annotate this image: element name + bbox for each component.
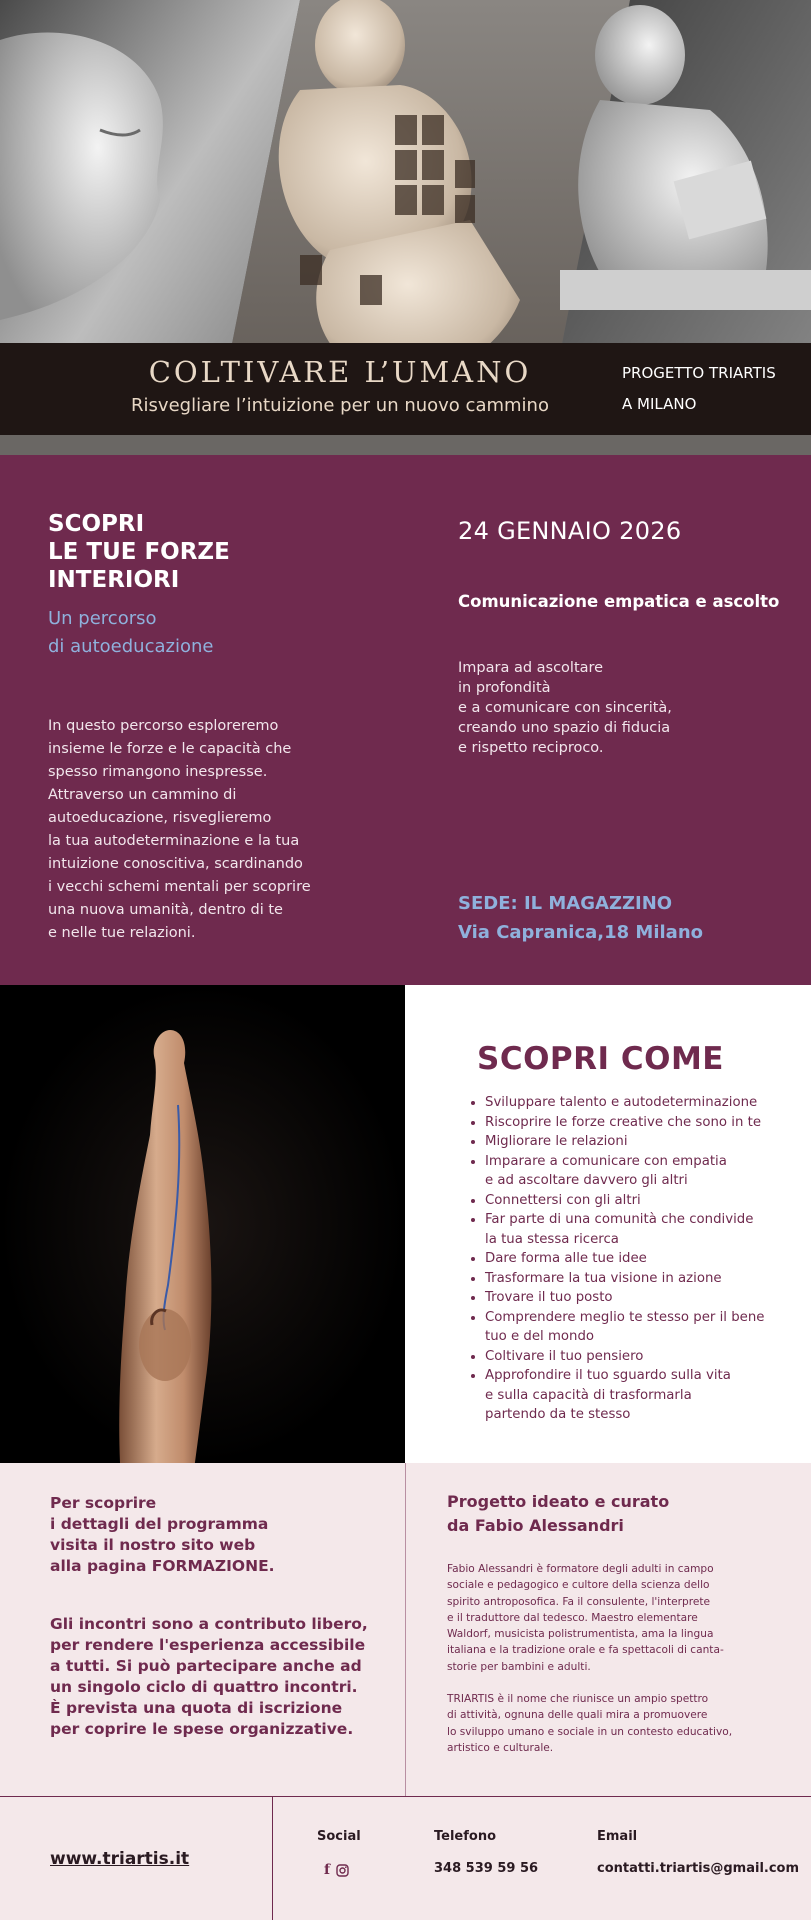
list-item-line: • Comprendere meglio te stesso per il bene: [485, 1309, 765, 1325]
list-item-line: • Trovare il tuo posto: [485, 1290, 613, 1305]
venue: [458, 889, 703, 947]
list-item: [485, 1113, 805, 1133]
list-item: [485, 1347, 805, 1367]
headline-line: SCOPRI: [48, 511, 145, 537]
wooden-statue-image: [0, 985, 405, 1463]
bio-line: spirito antroposofica. Fa il consulente, l'interprete: [447, 1595, 711, 1608]
credit-line: da Fabio Alessandri: [447, 1516, 624, 1535]
project-credit: [447, 1490, 669, 1538]
project-label: [622, 358, 811, 420]
list-item-line: e ad ascoltare davvero gli altri: [485, 1173, 688, 1188]
program-line: i dettagli del programma: [50, 1515, 269, 1533]
description-line: In questo percorso esploreremo: [48, 718, 279, 734]
list-item-line: e sulla capacità di trasformarla: [485, 1387, 692, 1403]
list-item-line: partendo da te stesso: [485, 1407, 631, 1422]
list-item: [485, 1249, 805, 1269]
triartis-line: TRIARTIS è il nome che riunisce un ampio spettro: [447, 1693, 709, 1706]
list-item: [485, 1308, 805, 1347]
discover-title: SCOPRI COME: [477, 1041, 724, 1077]
subheadline: [48, 605, 348, 661]
list-item: [485, 1210, 805, 1249]
list-item: [485, 1366, 805, 1425]
project-label-line1: PROGETTO TRIARTIS: [622, 364, 776, 382]
benefits-list: [465, 1093, 805, 1425]
list-item-line: • Imparare a comunicare con empatia: [485, 1153, 727, 1169]
program-line: Per scoprire: [50, 1494, 157, 1512]
headline-line: LE TUE FORZE: [48, 539, 230, 565]
list-item-line: • Sviluppare talento e autodeterminazione: [485, 1095, 758, 1110]
topic-line: creando uno spazio di fiducia: [458, 720, 671, 736]
list-item: [485, 1288, 805, 1308]
venue-address: Via Capranica,18 Milano: [458, 922, 703, 943]
bio-line: Fabio Alessandri è formatore degli adulti in campo: [447, 1563, 714, 1575]
list-item-line: la tua stessa ricerca: [485, 1231, 619, 1247]
website-link[interactable]: www.triartis.it: [50, 1849, 190, 1869]
venue-name: SEDE: IL MAGAZZINO: [458, 893, 673, 914]
list-item-line: • Dare forma alle tue idee: [485, 1251, 647, 1266]
statue-photo: [0, 985, 405, 1463]
contribution-line: un singolo ciclo di quattro incontri.: [50, 1678, 358, 1696]
info-section: [0, 455, 811, 985]
event-subtitle: Risvegliare l’intuizione per un nuovo cammino: [131, 395, 549, 416]
hero-banner: [0, 0, 811, 455]
list-item-line: • Far parte di una comunità che condivide: [485, 1212, 754, 1227]
triartis-line: lo sviluppo umano e sociale in un contesto educativo,: [447, 1725, 733, 1738]
bio-line: sociale e pedagogico e cultore della scienza dello: [447, 1579, 710, 1592]
social-icons: [324, 1862, 349, 1878]
description-line: autoeducazione, risveglieremo: [48, 810, 272, 826]
program-info: [50, 1493, 380, 1577]
email-label: Email: [597, 1829, 638, 1844]
description-line: Attraverso un cammino di: [48, 787, 237, 803]
event-title: COLTIVARE L’UMANO: [148, 355, 532, 389]
details-section: [0, 1463, 811, 1796]
column-divider: [405, 1463, 406, 1796]
phone-label: Telefono: [434, 1829, 497, 1844]
description-line: i vecchi schemi mentali per scoprire: [48, 879, 311, 895]
description-line: spesso rimangono inespresse.: [48, 764, 268, 780]
list-item-line: • Trasformare la tua visione in azione: [485, 1270, 722, 1286]
bio-line: e il traduttore dal tedesco. Maestro elementare: [447, 1611, 698, 1624]
list-item-line: • Migliorare le relazioni: [485, 1134, 628, 1149]
subheadline-line: Un percorso: [48, 608, 157, 629]
list-item-line: • Connettersi con gli altri: [485, 1192, 641, 1208]
author-bio: [447, 1561, 787, 1756]
event-topic: Comunicazione empatica e ascolto: [458, 592, 780, 611]
bio-line: Waldorf, musicista polistrumentista, ama la lingua: [447, 1628, 714, 1641]
list-item-line: • Riscoprire le forze creative che sono in te: [485, 1114, 762, 1130]
headline-line: INTERIORI: [48, 567, 180, 593]
topic-line: e a comunicare con sincerità,: [458, 700, 672, 716]
instagram-icon[interactable]: [336, 1864, 349, 1877]
description-line: una nuova umanità, dentro di te: [48, 902, 283, 918]
headline: [48, 510, 348, 594]
phone-number[interactable]: 348 539 59 56: [434, 1861, 539, 1876]
bio-spacer: [447, 1675, 787, 1691]
event-date: 24 GENNAIO 2026: [458, 517, 682, 545]
bio-line: italiana e la tradizione orale e fa spettacoli di canta-: [447, 1644, 724, 1657]
program-line: visita il nostro sito web: [50, 1536, 256, 1554]
footer: [0, 1796, 811, 1919]
subheadline-line: di autoeducazione: [48, 636, 214, 657]
contribution-info: [50, 1614, 390, 1740]
contribution-line: per rendere l'esperienza accessibile: [50, 1636, 366, 1654]
triartis-line: artistico e culturale.: [447, 1741, 554, 1754]
project-label-line2: A MILANO: [622, 395, 697, 413]
list-item: [485, 1132, 805, 1152]
discover-panel: [405, 985, 811, 1463]
topic-line: Impara ad ascoltare: [458, 660, 604, 676]
email-address[interactable]: contatti.triartis@gmail.com: [597, 1861, 800, 1876]
list-item: [485, 1152, 805, 1191]
list-item-line: • Approfondire il tuo sguardo sulla vita: [485, 1368, 731, 1383]
list-item: [485, 1269, 805, 1289]
list-item: [485, 1093, 805, 1113]
contribution-line: Gli incontri sono a contributo libero,: [50, 1615, 368, 1633]
list-item-line: • Coltivare il tuo pensiero: [485, 1348, 644, 1364]
contribution-line: a tutti. Si può partecipare anche ad: [50, 1657, 362, 1675]
description-line: intuizione conoscitiva, scardinando: [48, 856, 303, 872]
bio-line: storie per bambini e adulti.: [447, 1660, 591, 1673]
description-line: insieme le forze e le capacità che: [48, 741, 292, 757]
social-label: Social: [317, 1829, 361, 1844]
footer-divider: [272, 1797, 273, 1920]
contribution-line: per coprire le spese organizzative.: [50, 1720, 354, 1738]
facebook-icon[interactable]: f: [324, 1862, 331, 1878]
description-line: la tua autodeterminazione e la tua: [48, 833, 300, 849]
triartis-line: di attività, ognuna delle quali mira a promuovere: [447, 1709, 708, 1722]
list-item: [485, 1191, 805, 1211]
credit-line: Progetto ideato e curato: [447, 1492, 670, 1511]
topic-line: in profondità: [458, 680, 551, 696]
list-item-line: tuo e del mondo: [485, 1329, 595, 1344]
title-banner: [0, 343, 811, 435]
topic-description: [458, 658, 778, 758]
topic-line: e rispetto reciproco.: [458, 740, 604, 756]
course-description: [48, 715, 348, 945]
description-line: e nelle tue relazioni.: [48, 925, 196, 941]
program-line: alla pagina FORMAZIONE.: [50, 1557, 275, 1575]
contribution-line: È prevista una quota di iscrizione: [50, 1699, 343, 1717]
